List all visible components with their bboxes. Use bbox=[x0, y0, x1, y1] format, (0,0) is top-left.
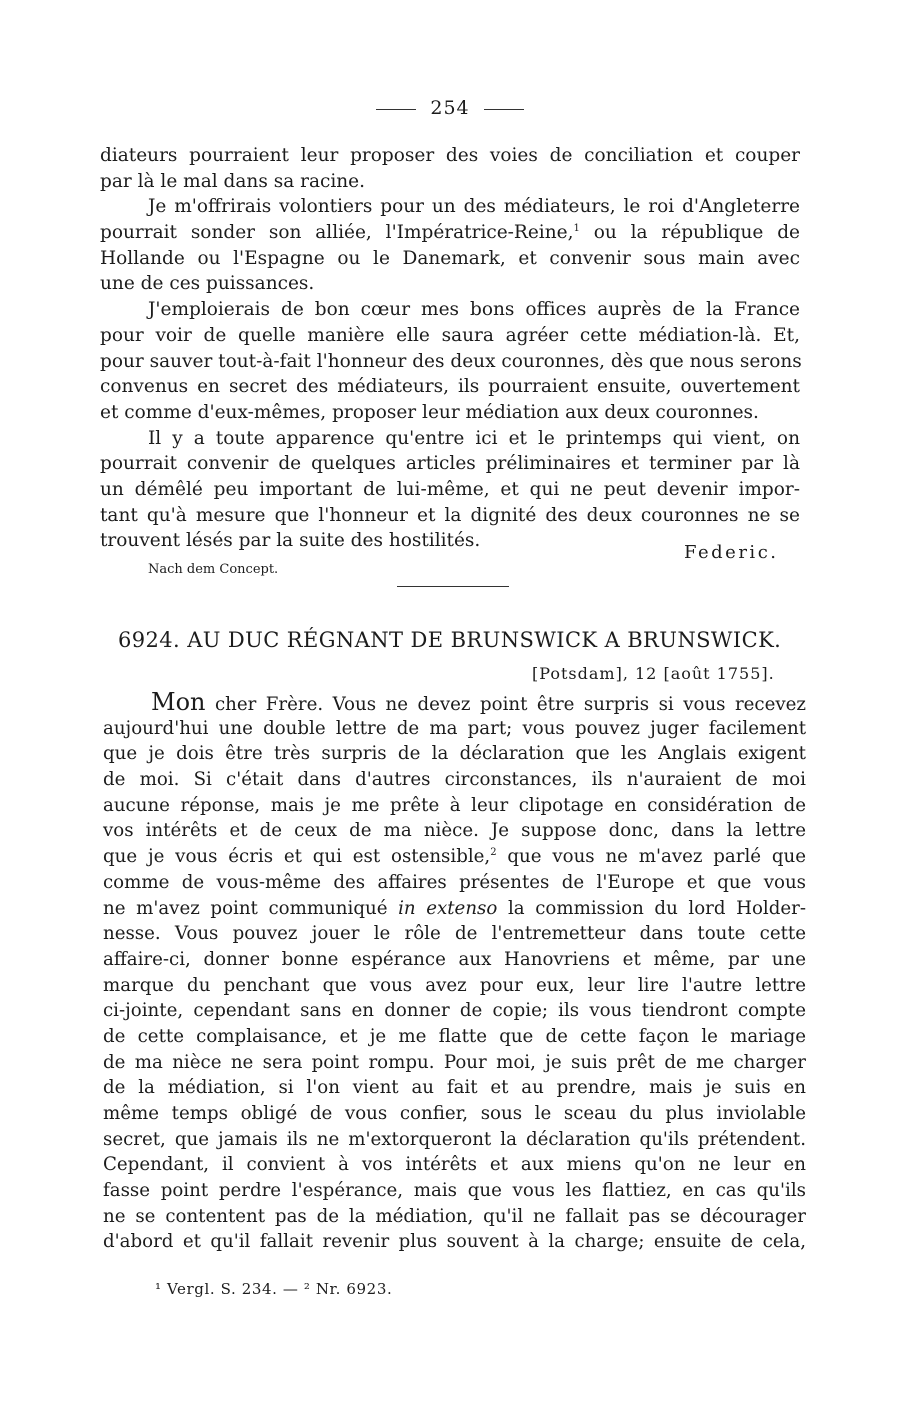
text-line: d'abord et qu'il fallait revenir plus souvent à la charge; ensuite de cela, bbox=[103, 1231, 806, 1253]
text-line: par là le mal dans sa racine. bbox=[100, 170, 365, 192]
page-number bbox=[0, 97, 900, 119]
text-line: ne se contentent pas de la médiation, qu'il ne fallait pas se décourager bbox=[103, 1205, 806, 1227]
text-line: un démêlé peu important de lui-même, et qui ne peut devenir impor- bbox=[100, 478, 800, 500]
text-line: ne m'avez point communiqué in extenso la commission du lord Holder- bbox=[103, 897, 806, 919]
text-line: pourrait sonder son alliée, l'Impératrice-Reine,$^1$ ou la république de bbox=[100, 222, 800, 244]
text-line: de moi. Si c'était dans d'autres circonstances, ils n'auraient de moi bbox=[103, 769, 806, 791]
text-line: J'emploierais de bon cœur mes bons offices auprès de la France bbox=[148, 299, 800, 321]
text-line: aujourd'hui une double lettre de ma part; vous pouvez juger facilement bbox=[103, 717, 806, 739]
text-line: affaire-ci, donner bonne espérance aux Hanovriens et même, par une bbox=[103, 948, 806, 970]
letter-continuation bbox=[100, 143, 800, 554]
signature: Federic. bbox=[684, 542, 779, 563]
text-line: Mon cher Frère. Vous ne devez point être surpris si vous recevez bbox=[151, 688, 806, 716]
page-number-dash-right bbox=[484, 109, 524, 110]
footnotes: ¹ Vergl. S. 234. — ² Nr. 6923. bbox=[155, 1280, 393, 1298]
text-line: vos intérêts et de ceux de ma nièce. Je suppose donc, dans la lettre bbox=[103, 820, 806, 842]
text-line: fasse point perdre l'espérance, mais que vous les flattiez, en cas qu'ils bbox=[103, 1180, 806, 1202]
text-line: et comme d'eux-mêmes, proposer leur médiation aux deux couronnes. bbox=[100, 401, 759, 423]
text-line: pour sauver tout-à-fait l'honneur des deux couronnes, dès que nous serons bbox=[100, 350, 802, 372]
text-line: comme de vous-même des affaires présentes de l'Europe et que vous bbox=[103, 871, 806, 893]
text-line: diateurs pourraient leur proposer des voies de conciliation et couper bbox=[100, 145, 800, 166]
source-note: Nach dem Concept. bbox=[148, 562, 279, 577]
text-line: de ma nièce ne sera point rompu. Pour moi, je suis prêt de me charger bbox=[103, 1051, 806, 1073]
text-line: pour voir de quelle manière elle saura agréer cette médiation-là. Et, bbox=[100, 324, 800, 346]
text-line: pourrait convenir de quelques articles préliminaires et terminer par là bbox=[100, 453, 800, 475]
text-line: trouvent lésés par la suite des hostilités. bbox=[100, 530, 481, 552]
text-line: Je m'offrirais volontiers pour un des médiateurs, le roi d'Angleterre bbox=[148, 196, 800, 218]
text-line: Hollande ou l'Espagne ou le Danemark, et convenir sous main avec bbox=[100, 247, 800, 269]
text-line: même temps obligé de vous confier, sous le sceau du plus inviolable bbox=[103, 1103, 806, 1124]
text-line: de cette complaisance, et je me flatte que de cette façon le mariage bbox=[103, 1025, 806, 1047]
text-line: une de ces puissances. bbox=[100, 273, 315, 295]
section-separator bbox=[397, 586, 509, 587]
text-line: tant qu'à mesure que l'honneur et la dignité des deux couronnes ne se bbox=[100, 504, 800, 526]
letter-body bbox=[103, 690, 806, 1255]
text-line: que je vous écris et qui est ostensible,$^2$ que vous ne m'avez parlé que bbox=[103, 846, 806, 868]
text-line: ci-jointe, cependant sans en donner de copie; ils vous tiendront compte bbox=[103, 1000, 806, 1022]
text-line: marque du penchant que vous avez pour eux, leur lire l'autre lettre bbox=[103, 974, 806, 996]
page-number-dash-left bbox=[376, 109, 416, 110]
text-line: secret, que jamais ils ne m'extorqueront la déclaration qu'ils prétendent. bbox=[103, 1128, 806, 1150]
text-line: nesse. Vous pouvez jouer le rôle de l'entremetteur dans toute cette bbox=[103, 923, 806, 945]
text-line: de la médiation, si l'on vient au fait et au prendre, mais je suis en bbox=[103, 1077, 806, 1099]
text-line: Cependant, il convient à vos intérêts et aux miens qu'on ne leur en bbox=[103, 1154, 806, 1176]
letter-dateline: [Potsdam], 12 [août 1755]. bbox=[532, 664, 775, 683]
text-line: aucune réponse, mais je me prête à leur clipotage en considération de bbox=[103, 794, 806, 816]
text-line: que je dois être très surpris de la déclaration que les Anglais exigent bbox=[103, 743, 806, 765]
letter-heading: 6924. AU DUC RÉGNANT DE BRUNSWICK A BRUNSWICK. bbox=[118, 628, 782, 652]
text-line: Il y a toute apparence qu'entre ici et le printemps qui vient, on bbox=[148, 427, 800, 449]
text-line: convenus en secret des médiateurs, ils pourraient ensuite, ouvertement bbox=[100, 376, 800, 398]
page-number-text: 254 bbox=[430, 97, 470, 119]
